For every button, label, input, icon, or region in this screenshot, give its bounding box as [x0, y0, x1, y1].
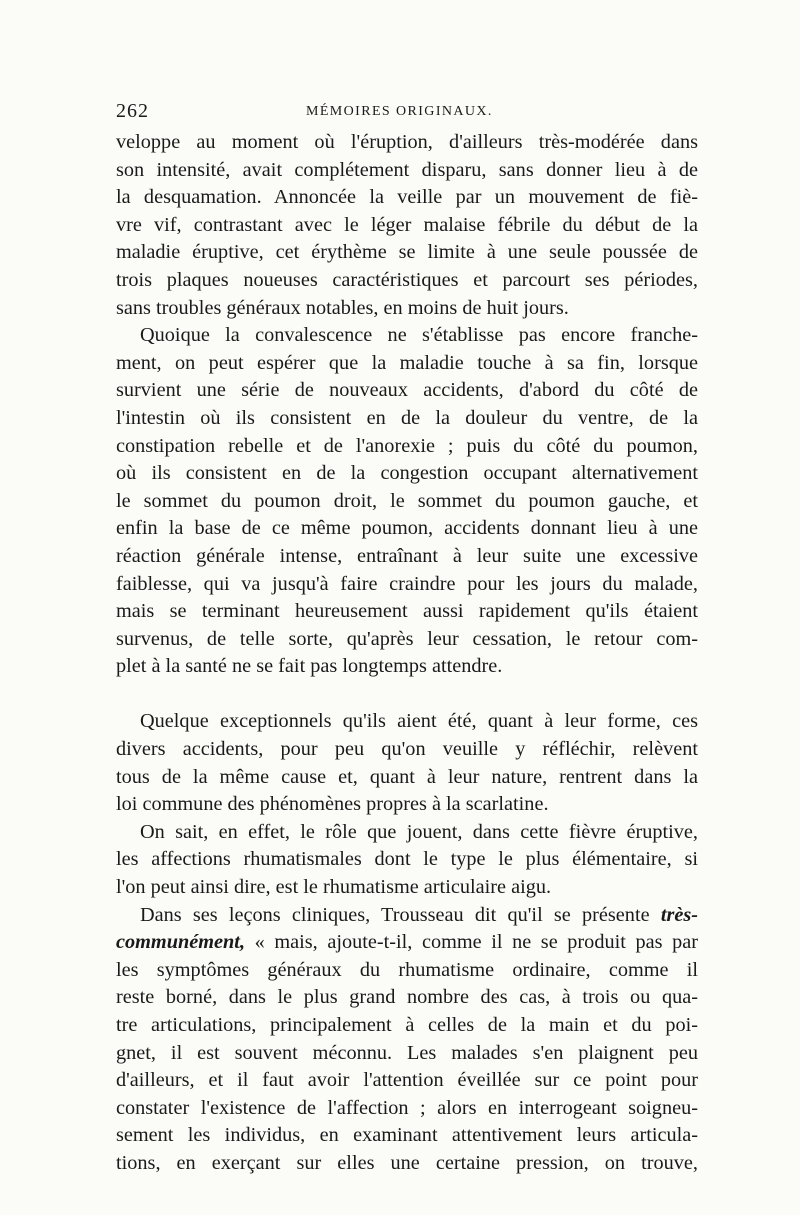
text-line	[116, 929, 698, 957]
text-line: survenus, de telle sorte, qu'après leur cessation, le retour com-	[116, 627, 698, 650]
text-line: faiblesse, qui va jusqu'à faire craindre pour les jours du malade,	[116, 572, 698, 595]
text-line: survient une série de nouveaux accidents, d'abord du côté de	[116, 379, 698, 402]
page-header	[116, 100, 696, 126]
running-head: MÉMOIRES ORIGINAUX.	[306, 104, 493, 119]
text-line: veloppe au moment où l'éruption, d'ailleurs très-modérée dans	[116, 131, 698, 153]
text-line: constater l'existence de l'affection ; alors en interrogeant soigneu-	[116, 1096, 698, 1119]
text-line: où ils consistent en de la congestion occupant alternativement	[116, 462, 698, 485]
text-line: constipation rebelle et de l'anorexie ; puis du côté du poumon,	[116, 434, 698, 457]
text-line: le sommet du poumon droit, le sommet du poumon gauche, et	[116, 489, 698, 512]
text-line: On sait, en effet, le rôle que jouent, dans cette fièvre éruptive,	[140, 820, 698, 843]
italic-term: très-	[660, 903, 698, 926]
text-line: maladie éruptive, cet érythème se limite à une seule poussée de	[116, 241, 698, 264]
text-line: tions, en exerçant sur elles une certaine pression, on trouve,	[116, 1151, 698, 1174]
italic-term: communément,	[116, 931, 246, 954]
text-line: réaction générale intense, entraînant à leur suite une excessive	[116, 544, 698, 567]
text-line: son intensité, avait complétement disparu, sans donner lieu à de	[116, 158, 698, 181]
text-line: divers accidents, pour peu qu'on veuille y réfléchir, relèvent	[116, 737, 698, 760]
text-segment: Dans ses leçons cliniques, Trousseau dit qu'il se présente	[140, 903, 650, 926]
page-number: 262	[116, 100, 149, 122]
paragraph-3	[116, 708, 698, 818]
text-line: les affections rhumatismales dont le type le plus élémentaire, si	[116, 848, 698, 871]
paragraph-1	[116, 129, 698, 322]
text-line: reste borné, dans le plus grand nombre des cas, à trois ou qua-	[116, 986, 698, 1009]
text-line: plet à la santé ne se fait pas longtemps attendre.	[116, 655, 503, 678]
text-line: vre vif, contrastant avec le léger malaise fébrile du début de la	[116, 213, 698, 236]
text-line: sans troubles généraux notables, en moins de huit jours.	[116, 296, 569, 319]
text-line: la desquamation. Annoncée la veille par un mouvement de fiè-	[116, 186, 698, 209]
paragraph-2	[116, 322, 698, 681]
text-line: tre articulations, principalement à celles de la main et du poi-	[116, 1013, 698, 1036]
text-segment: « mais, ajoute-t-il, comme il ne se produit pas par	[254, 931, 698, 954]
paragraph-4	[116, 819, 698, 902]
text-line: l'on peut ainsi dire, est le rhumatisme articulaire aigu.	[116, 875, 552, 898]
text-line: d'ailleurs, et il faut avoir l'attention éveillée sur ce point pour	[116, 1069, 698, 1092]
text-line: Quelque exceptionnels qu'ils aient été, quant à leur forme, ces	[140, 710, 698, 733]
text-line: Quoique la convalescence ne s'établisse pas encore franche-	[140, 324, 698, 347]
paragraph-gap	[116, 681, 698, 709]
text-line: sement les individus, en examinant attentivement leurs articula-	[116, 1124, 698, 1147]
text-line	[116, 902, 698, 930]
text-line: tous de la même cause et, quant à leur nature, rentrent dans la	[116, 765, 698, 788]
text-line: mais se terminant heureusement aussi rapidement qu'ils étaient	[116, 600, 698, 623]
text-line: l'intestin où ils consistent en de la douleur du ventre, de la	[116, 406, 698, 429]
text-line: gnet, il est souvent méconnu. Les malades s'en plaignent peu	[116, 1041, 698, 1064]
text-line: trois plaques noueuses caractéristiques et parcourt ses périodes,	[116, 268, 698, 291]
body-text	[116, 129, 698, 1177]
text-line: ment, on peut espérer que la maladie touche à sa fin, lorsque	[116, 351, 698, 374]
text-line: loi commune des phénomènes propres à la scarlatine.	[116, 793, 549, 816]
text-line: enfin la base de ce même poumon, accidents donnant lieu à une	[116, 517, 698, 540]
text-line: les symptômes généraux du rhumatisme ordinaire, comme il	[116, 958, 698, 981]
paragraph-5	[116, 902, 698, 1178]
